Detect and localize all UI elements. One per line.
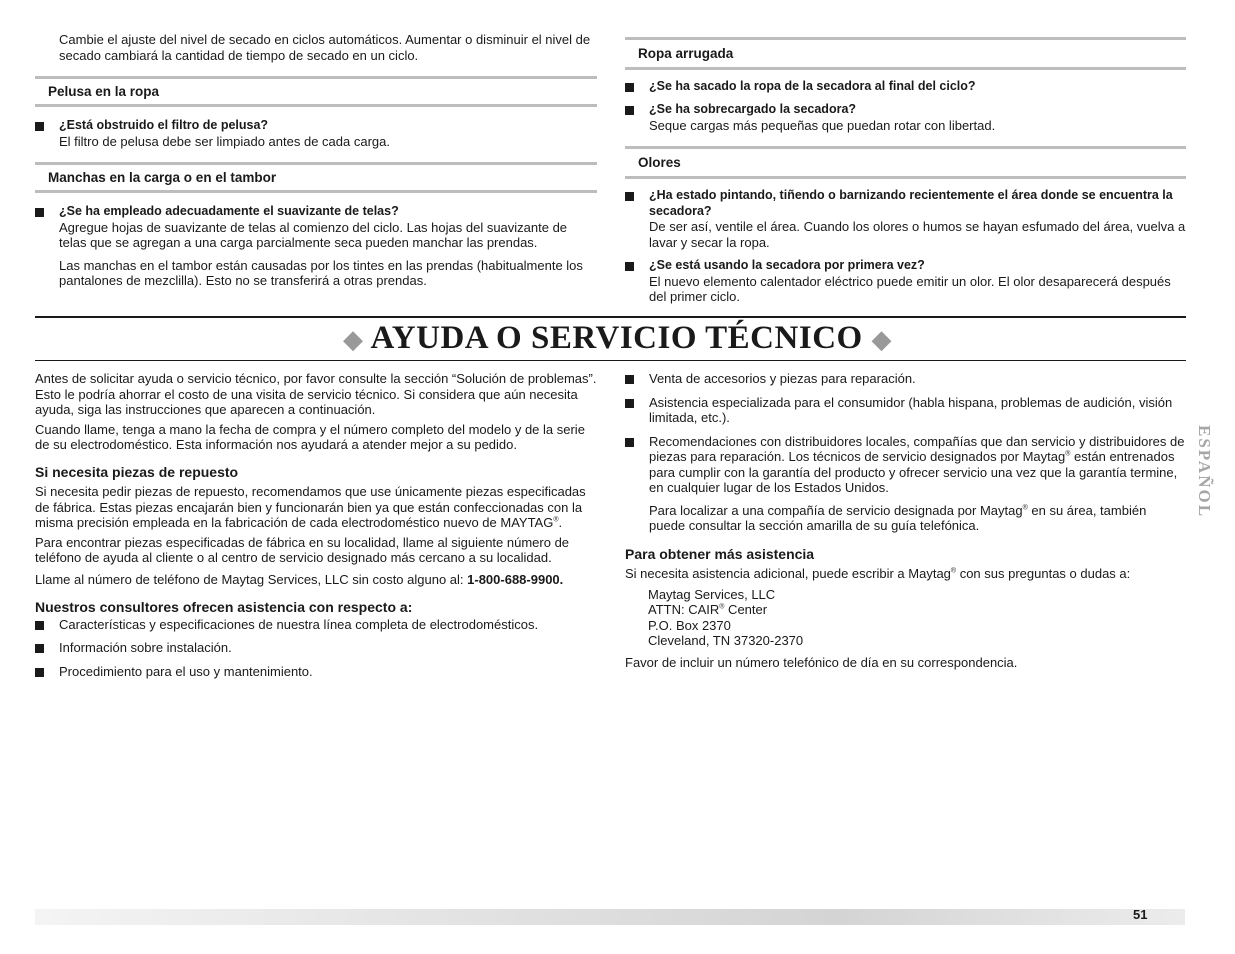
diamond-icon: ◆ xyxy=(343,325,364,354)
answer-text: Agregue hojas de suavizante de telas al comienzo del ciclo. Las hojas del suavizante de telas que se agregan a una carga parcialmente seca pueden manchar las prendas. xyxy=(59,219,568,250)
parts-text-end: . xyxy=(558,515,563,530)
parts-text: Si necesita pedir piezas de repuesto, recomendamos que use únicamente piezas especificadas de fábrica. Estas piezas encajarán bien y funcionarán bien ya que están confeccionadas con la misma precisión empleada en la fabricación de cada electrodoméstico nuevo de MAYTAG xyxy=(35,484,586,530)
list-item xyxy=(35,664,597,680)
find-parts-paragraph: Para encontrar piezas especificadas de fábrica en su localidad, llame al siguiente número de teléfono de ayuda al cliente o al centro de servicio designado más cercano a su localidad. xyxy=(35,534,570,565)
bullet-square-icon xyxy=(35,644,44,653)
bullet-square-icon xyxy=(625,262,634,271)
question-text: ¿Se ha sacado la ropa de la secadora al final del ciclo? xyxy=(649,79,976,93)
list-item xyxy=(625,258,1186,305)
answer-text: De ser así, ventile el área. Cuando los olores o humos se hayan esfumado del área, vuelva a lavar y secar la ropa. xyxy=(649,219,1186,250)
section-title: Manchas en la carga o en el tambor xyxy=(48,169,277,185)
list-item-text: Venta de accesorios y piezas para reparación. xyxy=(649,371,916,386)
title-rule-bottom xyxy=(35,360,1186,361)
address-line xyxy=(648,602,1186,618)
section-header-manchas xyxy=(35,162,597,193)
answer-text: Seque cargas más pequeñas que puedan rotar con libertad. xyxy=(649,117,996,133)
call-paragraph: Cuando llame, tenga a mano la fecha de compra y el número completo del modelo y de la serie de su electrodoméstico. Esta información nos ayudará a atender mejor a su pedido. xyxy=(35,421,585,452)
list-item xyxy=(35,118,597,149)
list-item xyxy=(35,204,597,289)
question-text: ¿Ha estado pintando, tiñendo o barnizando recientemente el área donde se encuentra la secadora? xyxy=(649,188,1173,218)
bullet-square-icon xyxy=(35,668,44,677)
language-tab: ESPAÑOL xyxy=(1195,425,1214,519)
text-span: Si necesita asistencia adicional, puede escribir a Maytag xyxy=(625,566,951,581)
bullet-square-icon xyxy=(35,208,44,217)
registered-mark: ® xyxy=(950,567,957,575)
bullet-square-icon xyxy=(35,621,44,630)
include-phone-paragraph: Favor de incluir un número telefónico de día en su correspondencia. xyxy=(625,654,1018,670)
mailing-address xyxy=(648,587,1186,649)
list-item xyxy=(625,79,1186,95)
section-header-ropa-arrugada xyxy=(625,37,1186,70)
page-number: 51 xyxy=(1133,907,1148,922)
phone-paragraph xyxy=(35,572,597,588)
text-span: Recomendaciones con distribuidores locales, compañías que dan servicio y distribuidores de piezas para reparación. Los técnicos de servicio designados por Maytag xyxy=(649,433,1185,464)
list-item xyxy=(625,102,1186,133)
more-help-paragraph xyxy=(625,566,1186,582)
consultants-heading: Nuestros consultores ofrecen asistencia con respecto a: xyxy=(35,599,413,615)
list-item xyxy=(35,617,597,633)
text-span: ATTN: CAIR xyxy=(648,602,720,617)
address-line: P.O. Box 2370 xyxy=(648,617,731,633)
list-item xyxy=(625,434,1186,534)
answer-text: Las manchas en el tambor están causadas por los tintes en las prendas (habitualmente los pantalones de mezclilla). Esto no se transferirá a otras prendas. xyxy=(59,257,583,288)
left-column xyxy=(35,371,597,679)
question-text: ¿Se ha sobrecargado la secadora? xyxy=(649,102,857,116)
text-span: están entrenados para cumplir con la garantía del producto y ofrecer servicio una vez que la garantía termine, en cualquier lugar de los Estados Unidos. xyxy=(649,449,1178,495)
registered-mark: ® xyxy=(1022,504,1028,512)
registered-mark: ® xyxy=(553,516,559,524)
list-item xyxy=(35,640,597,656)
section-title: Olores xyxy=(638,154,681,170)
answer-text: El filtro de pelusa debe ser limpiado antes de cada carga. xyxy=(59,133,390,149)
section-header-olores xyxy=(625,146,1186,179)
intro-paragraph: Antes de solicitar ayuda o servicio técnico, por favor consulte la sección “Solución de problemas”. Esto le podría ahorrar el costo de una visita de servicio técnico. Si considera que aún necesita ayuda, siga las instrucciones que aparecen a continuación. xyxy=(35,371,597,417)
phone-lead-text: Llame al número de teléfono de Maytag Services, LLC sin costo alguno al: xyxy=(35,571,468,587)
more-help-heading: Para obtener más asistencia xyxy=(625,545,815,562)
registered-mark: ® xyxy=(719,603,725,611)
list-item-text: Procedimiento para el uso y mantenimiento. xyxy=(59,663,313,679)
list-item xyxy=(625,188,1186,250)
bullet-square-icon xyxy=(35,122,44,131)
bullet-square-icon xyxy=(625,106,634,115)
list-item-text: Características y especificaciones de nuestra línea completa de electrodomésticos. xyxy=(59,616,539,632)
text-span: Para localizar a una compañía de servicio designada por Maytag xyxy=(649,502,1023,518)
bullet-square-icon xyxy=(625,375,634,384)
question-text: ¿Se ha empleado adecuadamente el suavizante de telas? xyxy=(59,204,399,218)
footer-bar xyxy=(35,909,1185,925)
diamond-icon: ◆ xyxy=(871,325,892,354)
answer-text: El nuevo elemento calentador eléctrico puede emitir un olor. El olor desaparecerá después del primer ciclo. xyxy=(649,273,1171,304)
phone-number: 1-800-688-9900. xyxy=(467,571,564,587)
list-item-text: Asistencia especializada para el consumidor (habla hispana, problemas de audición, visión limitada, etc.). xyxy=(649,394,1173,425)
list-item xyxy=(625,371,1186,387)
section-title: Ropa arrugada xyxy=(638,45,734,61)
address-line: Maytag Services, LLC xyxy=(648,586,776,602)
text-span: Center xyxy=(724,602,768,617)
list-item-text: Información sobre instalación. xyxy=(59,640,232,655)
bullet-square-icon xyxy=(625,438,634,447)
text-span: con sus preguntas o dudas a: xyxy=(956,566,1131,581)
page-title-text: AYUDA O SERVICIO TÉCNICO xyxy=(370,320,863,356)
dryness-level-paragraph: Cambie el ajuste del nivel de secado en ciclos automáticos. Aumentar o disminuir el nivel de secado cambiará la cantidad de tiempo de secado en un ciclo. xyxy=(59,32,591,63)
bullet-square-icon xyxy=(625,399,634,408)
parts-paragraph xyxy=(35,484,597,531)
bullet-square-icon xyxy=(625,83,634,92)
right-column xyxy=(625,371,1186,670)
address-line: Cleveland, TN 37320-2370 xyxy=(648,633,804,648)
list-item xyxy=(625,395,1186,426)
list-item-subparagraph xyxy=(649,503,1186,534)
list-item-text xyxy=(649,434,1186,496)
question-text: ¿Se está usando la secadora por primera vez? xyxy=(649,258,925,272)
bullet-square-icon xyxy=(625,192,634,201)
registered-mark: ® xyxy=(1065,450,1071,458)
consultants-list xyxy=(35,617,597,680)
text-span: en su área, también puede consultar la sección amarilla de su guía telefónica. xyxy=(649,502,1147,533)
section-header-pelusa xyxy=(35,76,597,107)
section-title: Pelusa en la ropa xyxy=(48,83,160,99)
parts-heading: Si necesita piezas de repuesto xyxy=(35,463,239,480)
page-title xyxy=(0,318,1235,360)
question-text: ¿Está obstruido el filtro de pelusa? xyxy=(59,118,269,132)
